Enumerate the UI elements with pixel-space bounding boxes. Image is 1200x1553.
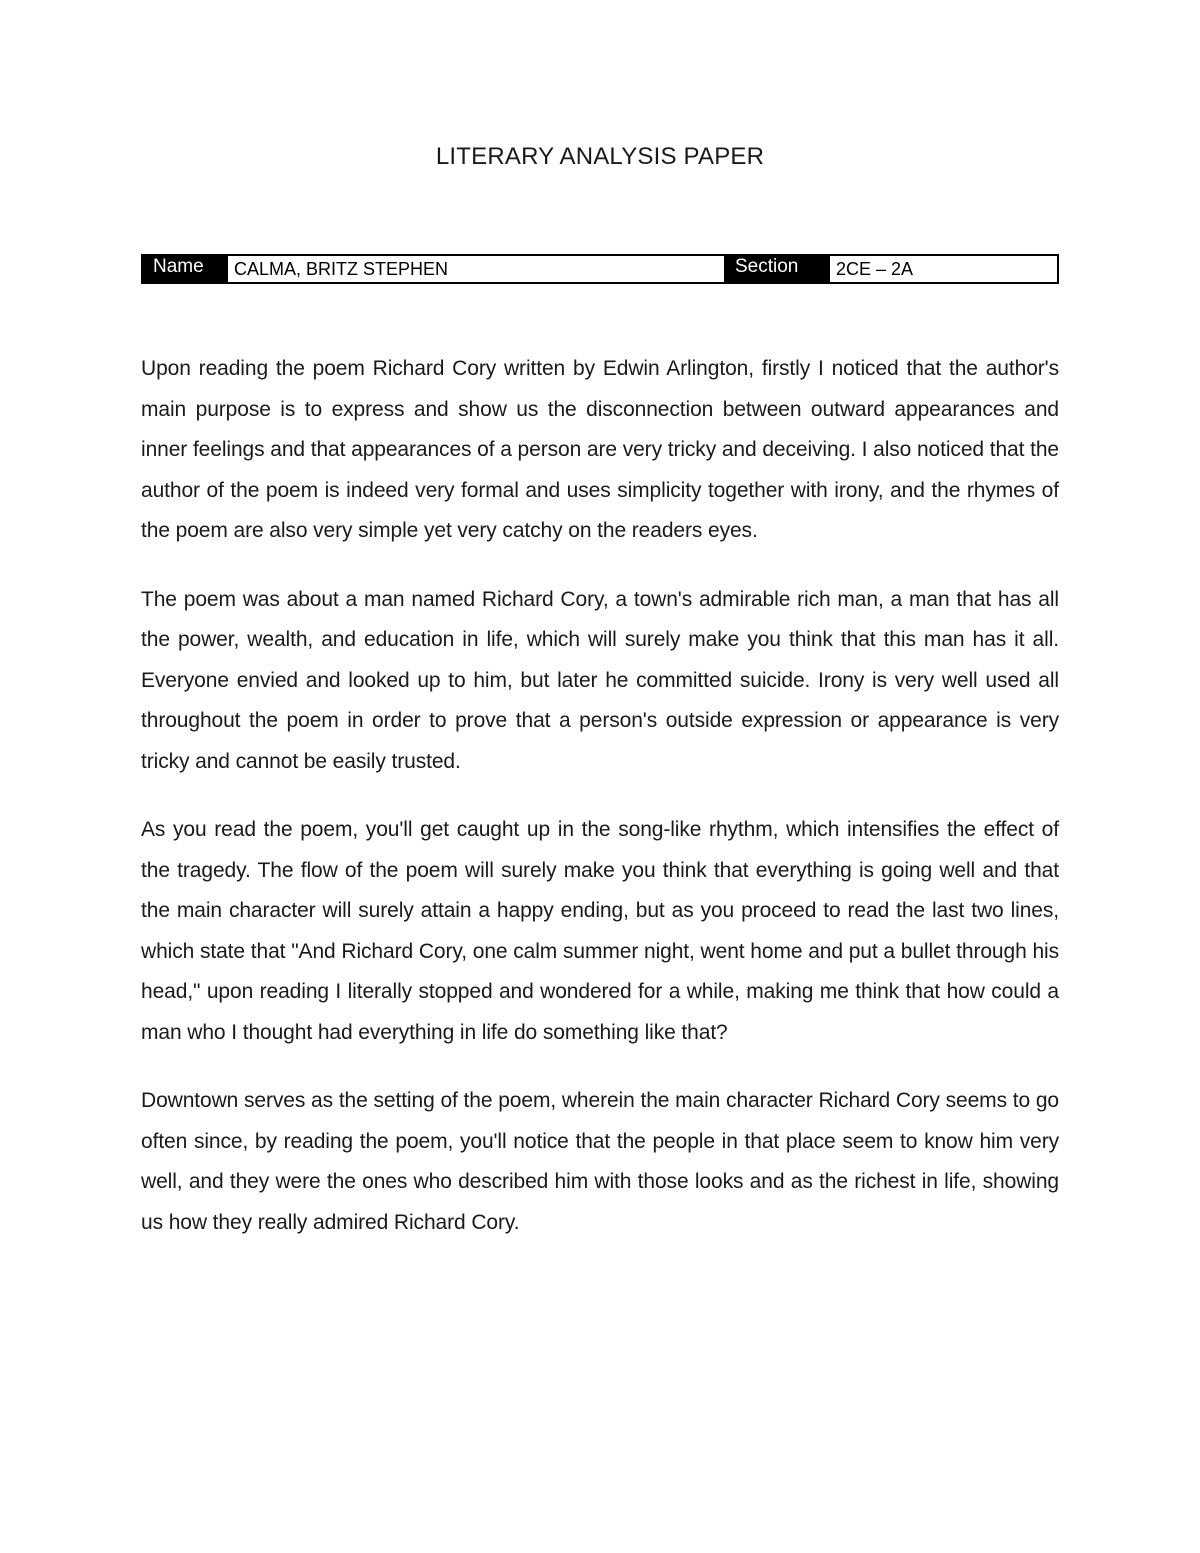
paragraph-3: As you read the poem, you'll get caught up in the song-like rhythm, which intensifies the effect of the tragedy. The flow of the poem will surely make you think that everything is going well and that the main character will surely attain a happy ending, but as you proceed to read the last two lines, which state that "And Richard Cory, one calm summer night, went home and put a bullet through his head," upon reading I literally stopped and wondered for a while, making me think that how could a man who I thought had everything in life do something like that?: [141, 818, 1059, 1044]
paragraph-2: The poem was about a man named Richard Cory, a town's admirable rich man, a man that has all the power, wealth, and education in life, which will surely make you think that this man has it all. Everyone envied and looked up to him, but later he committed suicide. Irony is very well used all throughout the poem in order to prove that a person's outside expression or appearance is very tricky and cannot be easily trusted.: [141, 587, 1059, 773]
name-value: CALMA, BRITZ STEPHEN: [228, 256, 725, 282]
name-label: Name: [143, 256, 228, 282]
section-label: Section: [725, 256, 830, 282]
page-title: LITERARY ANALYSIS PAPER: [435, 143, 765, 170]
paragraph-4: Downtown serves as the setting of the poem, wherein the main character Richard Cory seems to go often since, by reading the poem, you'll notice that the people in that place seem to know him very well, and they were the ones who described him with those looks and as the richest in life, showing us how they really admired Richard Cory.: [141, 1089, 1059, 1234]
paragraph-1: Upon reading the poem Richard Cory written by Edwin Arlington, firstly I noticed that the author's main purpose is to express and show us the disconnection between outward appearances and inner feelings and that appearances of a person are very tricky and deceiving. I also noticed that the author of the poem is indeed very formal and uses simplicity together with irony, and the rhymes of the poem are also very simple yet very catchy on the readers eyes.: [141, 357, 1059, 542]
student-info-table: [141, 254, 1059, 284]
essay-body: [141, 349, 1059, 1271]
section-value: 2CE – 2A: [836, 258, 914, 279]
